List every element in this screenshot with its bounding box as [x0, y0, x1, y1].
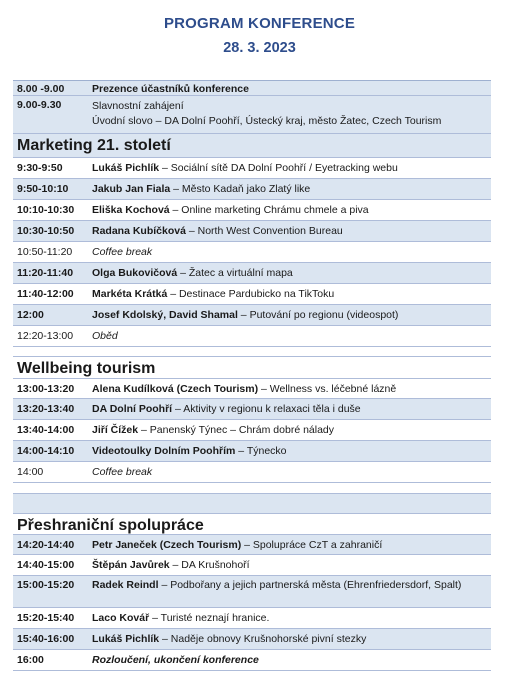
table-row — [13, 608, 491, 629]
row-time: 10:10-10:30 — [17, 204, 75, 216]
talk-title: – Online marketing Chrámu chmele a piva — [169, 204, 369, 216]
row-time: 10:50-11:20 — [17, 246, 73, 258]
row-time: 13:20-13:40 — [17, 403, 75, 415]
talk-title: – Wellness vs. léčebné lázně — [258, 383, 397, 395]
table-row — [13, 326, 491, 347]
table-row — [13, 379, 491, 399]
row-description — [92, 179, 491, 199]
speaker-name: Štěpán Javůrek — [92, 559, 170, 571]
row-description — [92, 242, 491, 262]
row-description — [92, 399, 491, 419]
talk-title: Oběd — [92, 330, 118, 342]
row-description — [92, 158, 491, 178]
table-row — [13, 284, 491, 305]
row-time: 14:00-14:10 — [17, 445, 75, 457]
row-description — [92, 555, 491, 575]
table-row — [13, 158, 491, 179]
speaker-name: Lukáš Pichlík — [92, 162, 160, 174]
table-row — [13, 263, 491, 284]
section-heading-cross-border: Přeshraniční spolupráce — [13, 514, 491, 535]
row-time: 9:50-10:10 — [17, 183, 69, 195]
row-description — [92, 284, 491, 304]
row-description — [92, 263, 491, 283]
row-time: 14:20-14:40 — [17, 539, 75, 551]
speaker-name: Eliška Kochová — [92, 204, 170, 216]
talk-title: – North West Convention Bureau — [185, 225, 343, 237]
speaker-name: Alena Kudílková (Czech Tourism) — [92, 383, 259, 395]
table-row — [13, 221, 491, 242]
section-heading-wellbeing: Wellbeing tourism — [13, 357, 491, 379]
row-description — [92, 379, 491, 398]
row-description — [92, 81, 491, 95]
talk-title: – Naděje obnovy Krušnohorské pivní stezky — [159, 633, 367, 645]
table-row — [13, 462, 491, 483]
talk-title: – Město Kadaň jako Zlatý like — [170, 183, 311, 195]
row-time: 14:40-15:00 — [17, 559, 75, 571]
table-row — [13, 555, 491, 576]
row-time: 9:30-9:50 — [17, 162, 63, 174]
table-row — [13, 81, 491, 96]
row-time: 10:30-10:50 — [17, 225, 75, 237]
table-row — [13, 629, 491, 650]
row-description — [92, 608, 491, 628]
table-row — [13, 96, 491, 134]
speaker-name: Markéta Krátká — [92, 288, 168, 300]
speaker-name: Jiří Čížek — [92, 424, 139, 436]
row-description — [92, 326, 491, 346]
row-description — [92, 650, 491, 670]
table-row — [13, 399, 491, 420]
row-time: 16:00 — [17, 654, 44, 666]
row-time: 15:40-16:00 — [17, 633, 75, 645]
talk-title: – Aktivity v regionu k relaxaci těla i duše — [172, 403, 361, 415]
talk-title: Coffee break — [92, 466, 153, 478]
row-description — [92, 420, 491, 440]
table-row — [13, 650, 491, 671]
section-heading-marketing: Marketing 21. století — [13, 134, 491, 158]
talk-title: – Žatec a virtuální mapa — [177, 267, 293, 279]
speaker-name: Radek Reindl — [92, 579, 159, 591]
talk-title: – Spolupráce CzT a zahraničí — [241, 539, 383, 551]
program-title: PROGRAM KONFERENCE — [163, 15, 356, 32]
row-time: 8.00 -9.00 — [17, 83, 65, 95]
program-table — [13, 80, 491, 671]
speaker-name: Olga Bukovičová — [92, 267, 178, 279]
speaker-name: Prezence účastníků konference — [92, 83, 249, 95]
table-row — [13, 179, 491, 200]
speaker-name: Videotoulky Dolním Poohřím — [92, 445, 236, 457]
row-time: 13:40-14:00 — [17, 424, 75, 436]
table-row — [13, 535, 491, 555]
row-time: 15:20-15:40 — [17, 612, 75, 624]
speaker-name: Jakub Jan Fiala — [92, 183, 171, 195]
speaker-name: Lukáš Pichlík — [92, 633, 160, 645]
speaker-name: DA Dolní Poohří — [92, 403, 173, 415]
row-time: 14:00 — [17, 466, 44, 478]
spacer-row — [13, 494, 491, 514]
talk-title: – Putování po regionu (videospot) — [237, 309, 399, 321]
table-row — [13, 200, 491, 221]
row-description — [92, 305, 491, 325]
talk-title: – DA Krušnohoří — [169, 559, 250, 571]
talk-title: Rozloučení, ukončení konference — [92, 654, 259, 666]
table-row — [13, 242, 491, 263]
talk-title: – Týnecko — [235, 445, 287, 457]
row-time: 12:00 — [17, 309, 44, 321]
spacer-row — [13, 483, 491, 494]
spacer-row — [13, 347, 491, 357]
row-description — [92, 629, 491, 649]
program-date: 28. 3. 2023 — [223, 40, 296, 56]
row-description: Slavnostní zahájení Úvodní slovo – DA Dolní Poohří, Ústecký kraj, město Žatec, Czech Tourism — [92, 100, 442, 127]
row-description — [92, 576, 491, 607]
talk-title: – Podbořany a jejich partnerská města (Ehrenfriedersdorf, Spalt) — [158, 579, 462, 591]
row-description — [92, 221, 491, 241]
speaker-name: Petr Janeček (Czech Tourism) — [92, 539, 242, 551]
row-time: 12:20-13:00 — [17, 330, 74, 342]
row-time: 13:00-13:20 — [17, 383, 75, 395]
row-description — [92, 535, 491, 554]
talk-title: – Sociální sítě DA Dolní Poohří / Eyetracking webu — [159, 162, 398, 174]
talk-title: – Panenský Týnec – Chrám dobré nálady — [138, 424, 335, 436]
speaker-name: Radana Kubíčková — [92, 225, 186, 237]
table-row — [13, 420, 491, 441]
table-row — [13, 576, 491, 608]
speaker-name: Josef Kdolský, David Shamal — [92, 309, 238, 321]
speaker-name: Laco Kovář — [92, 612, 150, 624]
table-row — [13, 305, 491, 326]
talk-title: Coffee break — [92, 246, 153, 258]
row-time: 11:20-11:40 — [17, 267, 74, 279]
row-time: 11:40-12:00 — [17, 288, 74, 300]
row-description — [92, 462, 491, 482]
talk-title: – Turisté neznají hranice. — [149, 612, 270, 624]
table-row — [13, 441, 491, 462]
row-time: 15:00-15:20 — [17, 579, 75, 591]
row-time: 9.00-9.30 — [17, 99, 62, 111]
row-description — [92, 441, 491, 461]
row-description — [92, 200, 491, 220]
talk-title: – Destinace Pardubicko na TikToku — [167, 288, 335, 300]
